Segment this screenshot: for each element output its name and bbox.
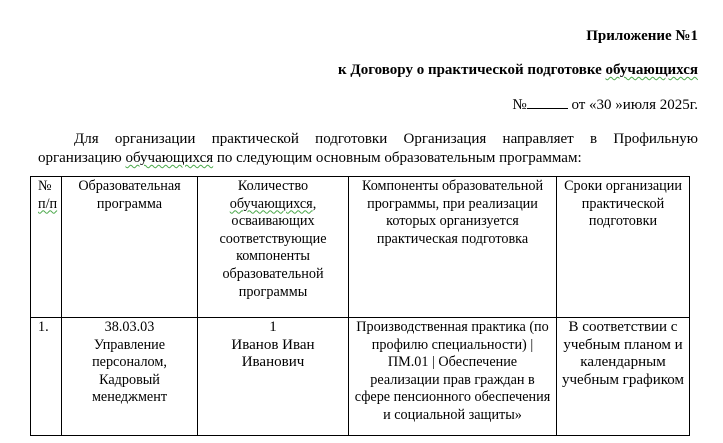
intro-spellcheck-word[interactable]: обучающихся xyxy=(125,150,214,166)
intro-paragraph xyxy=(38,130,698,168)
cell-period: В соответствии с учебным планом и календарным учебным графиком xyxy=(557,318,690,436)
header-count-line1: Количество xyxy=(237,178,309,194)
cell-students xyxy=(198,318,349,436)
table-header-row xyxy=(31,177,690,318)
header-number-sign: № xyxy=(38,178,52,194)
program-name: Управление персоналом, Кадровый менеджмент xyxy=(91,336,168,406)
header-number-pp[interactable]: п/п xyxy=(38,195,58,212)
intro-line-2-prefix: организацию xyxy=(38,150,126,166)
header-number xyxy=(31,177,62,318)
header-components: Компоненты образовательной программы, при реализации которых организуется практическая подготовка xyxy=(349,177,557,318)
header-count-spellcheck-word[interactable]: обучающихся xyxy=(229,195,313,212)
contract-title xyxy=(338,61,698,79)
header-period: Сроки организации практической подготовки xyxy=(557,177,690,318)
contract-number-blank[interactable] xyxy=(527,95,568,109)
programs-table xyxy=(30,176,690,436)
contract-date: от «30 »июля 2025г. xyxy=(567,97,698,113)
student-count: 1 xyxy=(269,319,277,335)
header-student-count xyxy=(198,177,349,318)
appendix-title: Приложение №1 xyxy=(586,28,698,44)
cell-program xyxy=(62,318,198,436)
contract-title-spellcheck-word[interactable]: обучающихся xyxy=(605,62,698,78)
student-name: Иванов Иван Иванович xyxy=(231,336,315,371)
table-row xyxy=(31,318,690,436)
header-count-rest: , осваивающих соответствующие компоненты образовательной программы xyxy=(219,195,327,300)
cell-components: Производственная практика (по профилю специальности) | ПМ.01 | Обеспечение реализации прав граждан в сфере пенсионного обеспечения и социальной защиты» xyxy=(349,318,557,436)
header-program: Образовательная программа xyxy=(62,177,198,318)
contract-number-date xyxy=(512,95,698,114)
intro-line-2-suffix: по следующим основным образовательным программам: xyxy=(213,150,582,166)
intro-line-1: Для организации практической подготовки Организация направляет в Профильную xyxy=(74,131,698,147)
number-sign: № xyxy=(512,97,527,113)
program-code: 38.03.03 xyxy=(104,319,155,335)
contract-title-prefix: к Договору о практической подготовке xyxy=(338,62,606,78)
cell-number: 1. xyxy=(31,318,62,436)
